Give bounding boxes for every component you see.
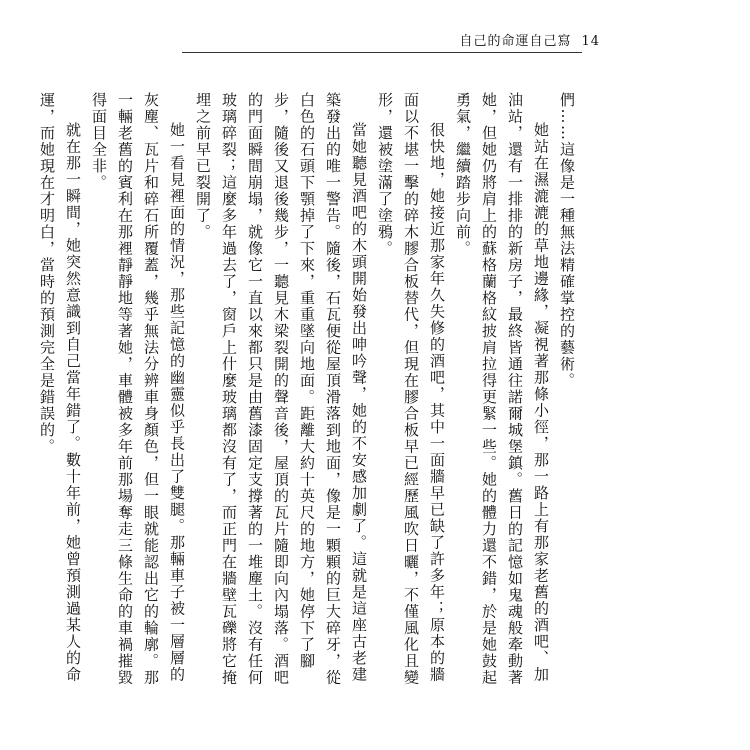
- page-number: 14: [581, 34, 600, 49]
- header-rule: [182, 52, 582, 53]
- body-text: [38, 92, 580, 697]
- running-header: [459, 30, 600, 49]
- paragraph: 她站在濕漉漉的草地邊緣，凝視著那條小徑，那一路上有那家老舊的酒吧、加油站，還有一排排的新房子，最終皆通往諾爾城堡鎮。舊日的記憶如鬼魂般牽動著她，但她仍將肩上的蘇格蘭格紋披肩拉得更緊一些。她的體力還不錯，於是她鼓起勇氣，繼續踏步向前。: [454, 92, 550, 686]
- paragraph: 就在那一瞬間，她突然意識到自己當年錯了。數十年前，她曾預測過某人的命運，而她現在才明白，當時的預測完全是錯誤的。: [38, 92, 82, 683]
- paragraph: 們……這像是一種無法精確掌控的藝術。: [558, 92, 576, 389]
- paragraph: 很快地，她接近那家年久失修的酒吧，其中一面牆早已缺了許多年；原本的牆面以不堪一擊的碎木膠合板替代，但現在膠合板早已經歷風吹日曬，不僅風化且變形，還被塗滿了塗鴉。: [376, 92, 446, 686]
- paragraph: 當她聽見酒吧的木頭開始發出呻吟聲，她的不安感加劇了。這就是這座古老建築發出的唯一警告。隨後，石瓦便從屋頂滑落到地面，像是一顆顆的巨大碎牙，從白色的石頭下顎掉了下來，重重墜向地面。距離大約十英尺的地方，她停下了腳步，隨後又退後幾步，一聽見木梁裂開的聲音後，屋頂的瓦片隨即向內塌落。酒吧的門面瞬間崩塌，就像它一直以來都只是由舊漆固定支撐著的一堆塵土。沒有任何玻璃碎裂；這麼多年過去了，窗戶上什麼玻璃都沒有了，而正門在牆壁瓦礫將它掩埋之前早已裂開了。: [194, 92, 368, 686]
- chapter-title: 自己的命運自己寫: [459, 34, 572, 49]
- paragraph: 她一看見裡面的情況，那些記憶的幽靈似乎長出了雙腿。那輛車子被一層層的灰塵、瓦片和碎石所覆蓋，幾乎無法分辨車身顏色，但一眼就能認出它的輪廓。那一輛老舊的賓利在那裡靜靜地等著她，車體被多年前那場奪走三條生命的車禍摧毀得面目全非。: [90, 92, 186, 686]
